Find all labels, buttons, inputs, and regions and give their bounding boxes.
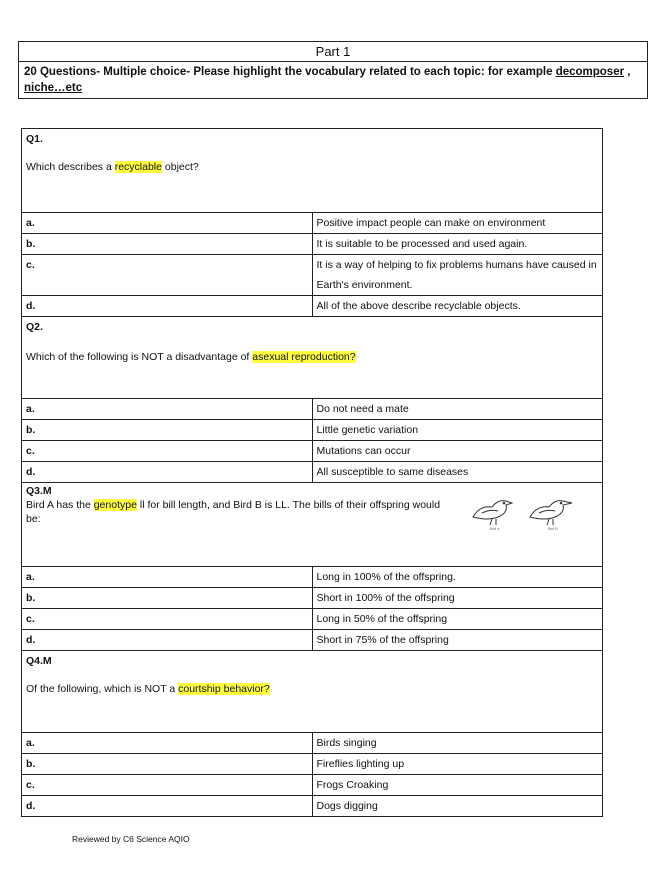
bird-b-icon: [530, 501, 572, 525]
question-row: [22, 129, 603, 213]
option-row: [22, 630, 603, 651]
option-text: All susceptible to same diseases: [312, 462, 603, 483]
question-number: Q2.: [26, 321, 43, 333]
option-text: Dogs digging: [312, 796, 603, 817]
option-text: Mutations can occur: [312, 441, 603, 462]
question-text-part: Which describes a: [26, 161, 115, 173]
option-text: Positive impact people can make on environment: [312, 213, 603, 234]
option-letter: a.: [22, 213, 313, 234]
option-letter: d.: [22, 296, 313, 317]
option-letter: c.: [22, 775, 313, 796]
option-row: [22, 255, 603, 296]
vocab-highlight: recyclable: [114, 161, 162, 173]
question-text-part: Which of the following is NOT a disadvantage of: [26, 351, 253, 363]
part-header-box: [18, 41, 648, 99]
bird-b-label: Bird B: [548, 527, 558, 531]
question-text: [26, 682, 598, 696]
question-number: Q1.: [26, 133, 43, 145]
question-text-part: object?: [161, 161, 199, 173]
question-number: Q3.M: [26, 485, 52, 497]
option-letter: b.: [22, 588, 313, 609]
example-niche: niche…etc: [24, 82, 83, 94]
option-row: [22, 567, 603, 588]
option-letter: b.: [22, 234, 313, 255]
question-cell: [22, 651, 603, 733]
option-row: [22, 775, 603, 796]
question-text: [26, 350, 598, 364]
option-text: Do not need a mate: [312, 399, 603, 420]
option-row: [22, 796, 603, 817]
question-row: [22, 483, 603, 567]
option-row: [22, 462, 603, 483]
part-title: Part 1: [19, 42, 647, 62]
option-row: [22, 420, 603, 441]
vocab-highlight: courtship behavior?: [178, 683, 270, 695]
example-separator: ,: [624, 66, 631, 78]
question-row: [22, 317, 603, 399]
option-text: All of the above describe recyclable objects.: [312, 296, 603, 317]
bird-a-icon: [473, 501, 512, 525]
option-letter: d.: [22, 796, 313, 817]
option-text: Birds singing: [312, 733, 603, 754]
birds-illustration: [468, 491, 588, 531]
option-letter: a.: [22, 733, 313, 754]
option-letter: b.: [22, 754, 313, 775]
option-text: It is a way of helping to fix problems humans have caused in Earth's environment.: [312, 255, 603, 296]
option-row: [22, 234, 603, 255]
option-text: It is suitable to be processed and used again.: [312, 234, 603, 255]
reviewed-by-footer: Reviewed by C6 Science AQIO: [72, 834, 190, 844]
option-row: [22, 588, 603, 609]
question-text: [26, 498, 456, 526]
option-letter: a.: [22, 567, 313, 588]
question-cell: [22, 483, 603, 567]
question-text: [26, 160, 598, 174]
option-row: [22, 296, 603, 317]
option-text: Frogs Croaking: [312, 775, 603, 796]
option-row: [22, 609, 603, 630]
instructions: [19, 62, 647, 98]
option-letter: d.: [22, 462, 313, 483]
option-row: [22, 754, 603, 775]
option-row: [22, 733, 603, 754]
option-row: [22, 399, 603, 420]
option-row: [22, 213, 603, 234]
option-letter: a.: [22, 399, 313, 420]
question-text-part: Bird A has the: [26, 499, 94, 511]
example-decomposer: decomposer: [555, 66, 625, 78]
question-number: Q4.M: [26, 655, 52, 667]
option-text: Little genetic variation: [312, 420, 603, 441]
option-text: Short in 75% of the offspring: [312, 630, 603, 651]
option-text: Long in 50% of the offspring: [312, 609, 603, 630]
question-text-part: Of the following, which is NOT a: [26, 683, 179, 695]
question-text-part: ll for bill length, and Bird B is LL. The bills of their offspring would be:: [26, 499, 441, 525]
vocab-highlight: genotype: [93, 499, 137, 511]
option-letter: b.: [22, 420, 313, 441]
option-row: [22, 441, 603, 462]
question-cell: [22, 129, 603, 213]
option-text: Fireflies lighting up: [312, 754, 603, 775]
option-letter: c.: [22, 255, 313, 296]
option-text: Short in 100% of the offspring: [312, 588, 603, 609]
question-cell: [22, 317, 603, 399]
option-text: Long in 100% of the offspring.: [312, 567, 603, 588]
vocab-highlight: asexual reproduction?: [252, 351, 356, 363]
option-letter: c.: [22, 609, 313, 630]
questions-table: [21, 128, 603, 817]
option-letter: d.: [22, 630, 313, 651]
bird-a-label: Bird a: [490, 527, 500, 531]
question-row: [22, 651, 603, 733]
option-letter: c.: [22, 441, 313, 462]
instruction-text: 20 Questions- Multiple choice- Please highlight the vocabulary related to each topic: for example: [24, 66, 556, 78]
